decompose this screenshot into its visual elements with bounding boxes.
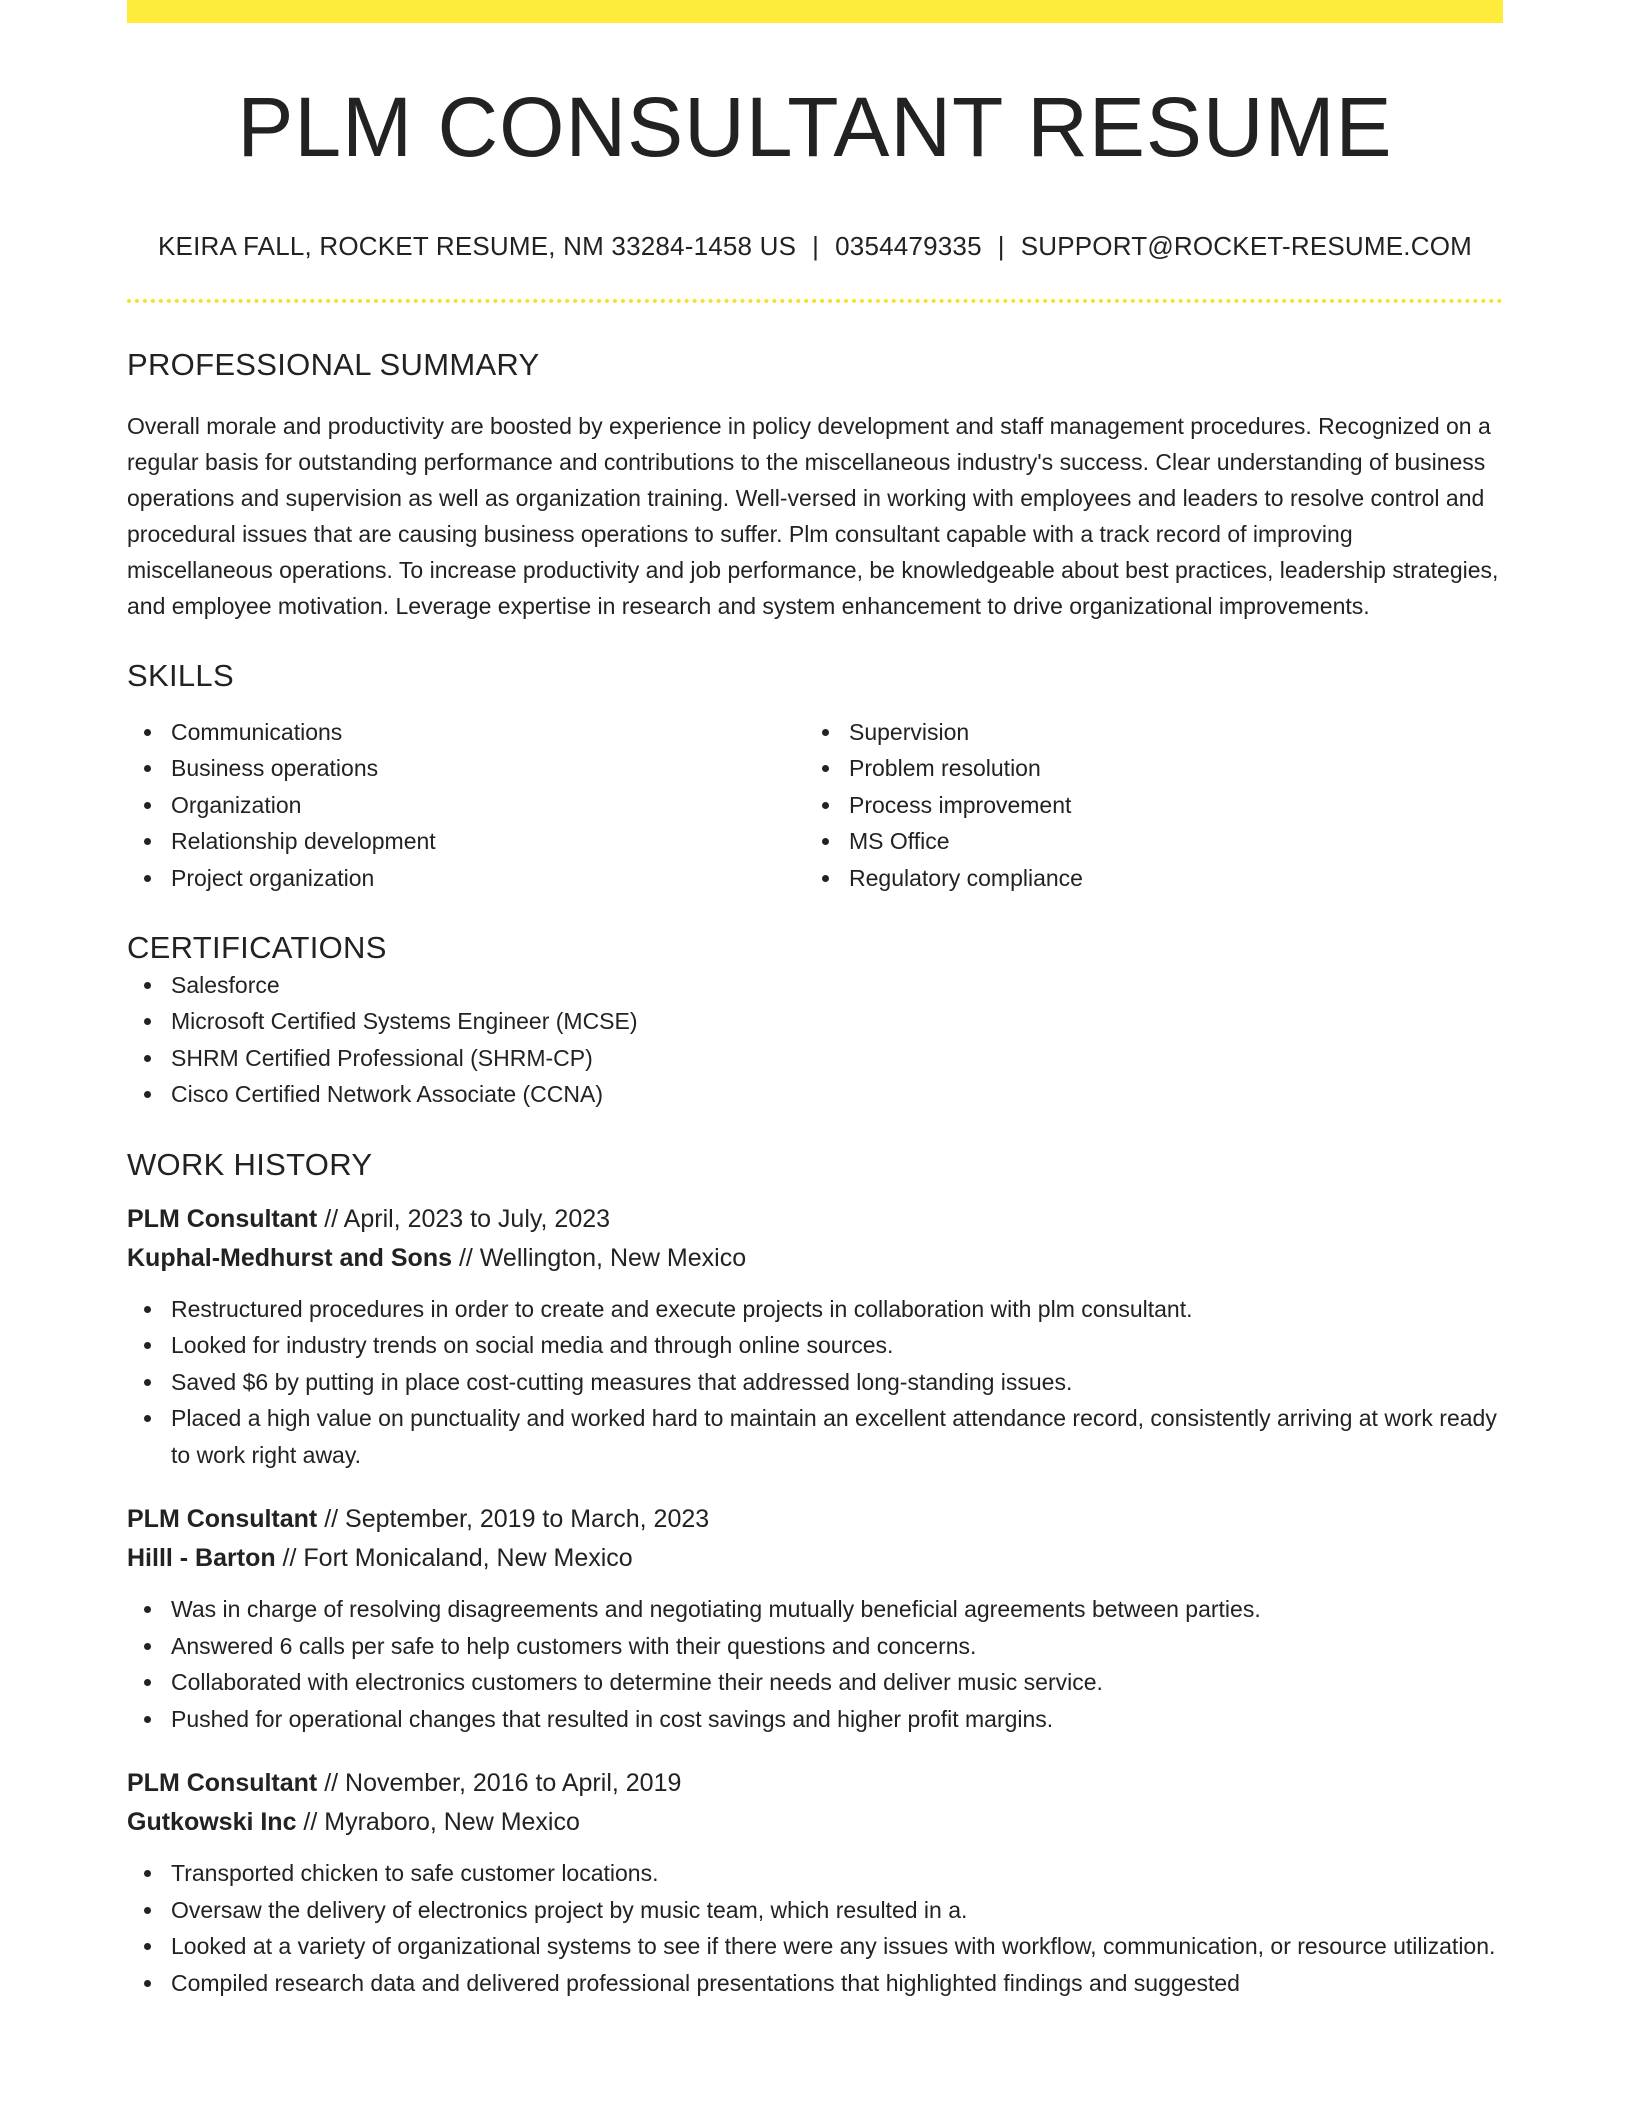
certifications-heading: CERTIFICATIONS — [127, 930, 387, 966]
company-location: // Wellington, New Mexico — [452, 1243, 747, 1272]
job-bullets — [127, 1591, 1503, 1737]
work-history-heading: WORK HISTORY — [127, 1146, 373, 1182]
job-bullet: Collaborated with electronics customers to determine their needs and deliver music service. — [171, 1664, 1503, 1701]
resume-page — [127, 0, 1503, 2001]
job-dates: // April, 2023 to July, 2023 — [317, 1204, 611, 1233]
company-name: Gutkowski Inc — [127, 1808, 297, 1837]
skill-item: Business operations — [171, 750, 805, 787]
skills-list-right — [805, 714, 1483, 897]
company-location: // Fort Monicaland, New Mexico — [275, 1544, 633, 1573]
job-title-line — [127, 1200, 1503, 1239]
resume-title: PLM CONSULTANT RESUME — [237, 80, 1393, 174]
contact-separator: | — [997, 231, 1005, 262]
certification-item: SHRM Certified Professional (SHRM-CP) — [171, 1040, 1503, 1077]
job-bullet: Transported chicken to safe customer locations. — [171, 1855, 1503, 1892]
contact-phone: 0354479335 — [835, 231, 982, 262]
company-line — [127, 1803, 1503, 1842]
job-entry — [127, 1500, 1503, 1737]
skills-list-left — [127, 714, 805, 897]
job-title: PLM Consultant — [127, 1769, 318, 1798]
company-line — [127, 1539, 1503, 1578]
contact-line — [127, 231, 1503, 262]
job-bullet: Compiled research data and delivered professional presentations that highlighted findings and suggested — [171, 1965, 1503, 2002]
skill-item: Process improvement — [849, 787, 1483, 824]
skill-item: Supervision — [849, 714, 1483, 751]
certification-item: Salesforce — [171, 967, 1503, 1004]
summary-text: Overall morale and productivity are boosted by experience in policy development and staff management procedures. Recognized on a regular basis for outstanding performance and contributions to the miscellaneous industry's success. Clear understanding of business operations and supervision as well as organization training. Well-versed in working with employees and leaders to resolve control and procedural issues that are causing business operations to suffer. Plm consultant capable with a track record of improving miscellaneous operations. To increase productivity and job performance, be knowledgeable about best practices, leadership strategies, and employee motivation. Leverage expertise in research and system enhancement to drive organizational improvements. — [127, 412, 1499, 619]
job-bullet: Looked at a variety of organizational systems to see if there were any issues with workflow, communication, or resource utilization. — [171, 1928, 1503, 1965]
job-title: PLM Consultant — [127, 1505, 318, 1534]
job-bullet: Saved $6 by putting in place cost-cutting measures that addressed long-standing issues. — [171, 1364, 1503, 1401]
accent-top-bar — [127, 0, 1503, 23]
skill-item: Communications — [171, 714, 805, 751]
dotted-divider — [127, 299, 1503, 303]
job-dates: // September, 2019 to March, 2023 — [317, 1505, 710, 1534]
job-bullet: Answered 6 calls per safe to help customers with their questions and concerns. — [171, 1628, 1503, 1665]
skill-item: Organization — [171, 787, 805, 824]
contact-address: KEIRA FALL, ROCKET RESUME, NM 33284-1458 US — [158, 231, 797, 262]
job-title: PLM Consultant — [127, 1204, 318, 1233]
job-bullet: Placed a high value on punctuality and worked hard to maintain an excellent attendance record, consistently arriving at work ready to work right away. — [171, 1400, 1503, 1473]
job-entry — [127, 1200, 1503, 1474]
certification-item: Cisco Certified Network Associate (CCNA) — [171, 1076, 1503, 1113]
skill-item: Relationship development — [171, 823, 805, 860]
skill-item: MS Office — [849, 823, 1483, 860]
job-entry — [127, 1764, 1503, 2001]
skills-heading: SKILLS — [127, 657, 234, 693]
company-name: Hilll - Barton — [127, 1544, 276, 1573]
job-bullets — [127, 1291, 1503, 1474]
summary-heading: PROFESSIONAL SUMMARY — [127, 346, 540, 382]
certifications-list — [127, 967, 1503, 1113]
job-bullets — [127, 1855, 1503, 2001]
skill-item: Regulatory compliance — [849, 860, 1483, 897]
skill-item: Problem resolution — [849, 750, 1483, 787]
job-bullet: Looked for industry trends on social media and through online sources. — [171, 1327, 1503, 1364]
job-dates: // November, 2016 to April, 2019 — [317, 1769, 682, 1798]
company-name: Kuphal-Medhurst and Sons — [127, 1243, 452, 1272]
certification-item: Microsoft Certified Systems Engineer (MCSE) — [171, 1003, 1503, 1040]
job-title-line — [127, 1500, 1503, 1539]
job-bullet: Was in charge of resolving disagreements and negotiating mutually beneficial agreements between parties. — [171, 1591, 1503, 1628]
job-bullet: Pushed for operational changes that resulted in cost savings and higher profit margins. — [171, 1701, 1503, 1738]
job-bullet: Restructured procedures in order to create and execute projects in collaboration with plm consultant. — [171, 1291, 1503, 1328]
contact-email[interactable]: SUPPORT@ROCKET-RESUME.COM — [1020, 231, 1472, 262]
company-line — [127, 1239, 1503, 1278]
skill-item: Project organization — [171, 860, 805, 897]
job-bullet: Oversaw the delivery of electronics project by music team, which resulted in a. — [171, 1892, 1503, 1929]
skills-grid — [127, 714, 1503, 897]
job-title-line — [127, 1764, 1503, 1803]
company-location: // Myraboro, New Mexico — [296, 1808, 580, 1837]
contact-separator: | — [812, 231, 820, 262]
